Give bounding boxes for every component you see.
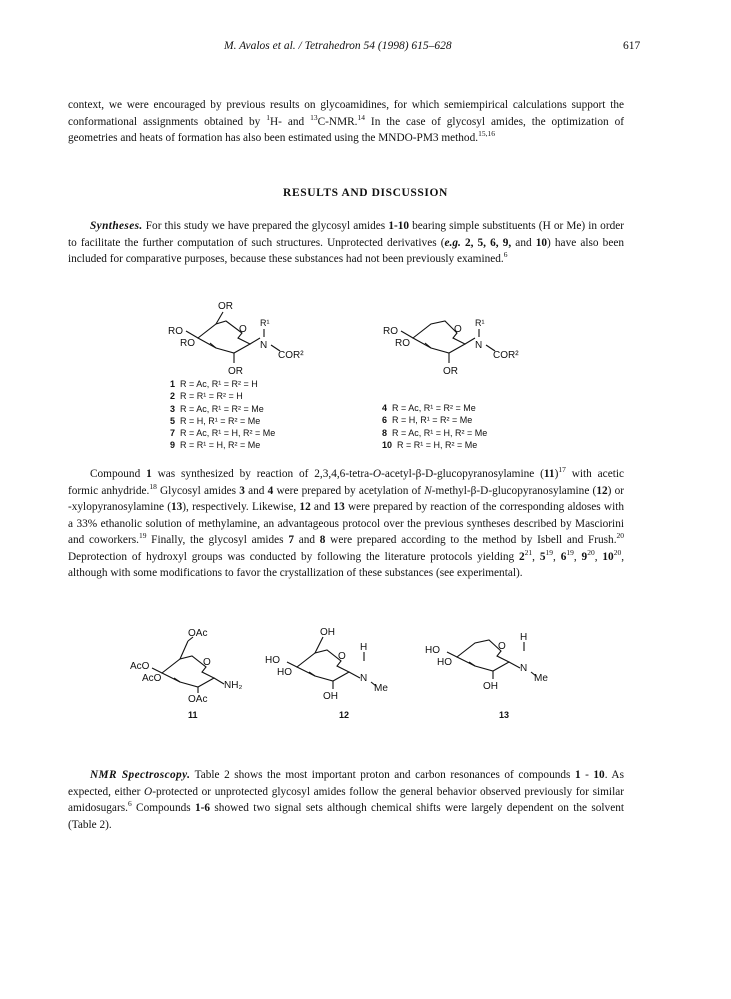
label-aco-lower: AcO: [142, 673, 162, 684]
nmr-runin: NMR Spectroscopy.: [90, 769, 191, 781]
scheme-1-legend-left: [170, 378, 275, 452]
label-aco-upper: AcO: [130, 661, 150, 672]
label-me-13: Me: [534, 673, 548, 684]
label-ro-upper-left: RO: [168, 326, 183, 337]
legend-row: 5 R = H, R¹ = R² = Me: [170, 415, 261, 426]
label-ho-lower-12: HO: [277, 667, 292, 678]
label-oac-top: OAc: [188, 628, 208, 639]
label-n-13: N: [520, 663, 528, 674]
label-ro-upper-right: RO: [383, 326, 398, 337]
legend-row: 1 R = Ac, R¹ = R² = H: [170, 379, 258, 389]
label-or-bottom-left: OR: [228, 366, 243, 375]
label-or-bottom-right: OR: [443, 366, 458, 375]
syntheses-runin: Syntheses.: [90, 220, 143, 232]
label-ro-lower-left: RO: [180, 338, 195, 349]
legend-row: 6 R = H, R¹ = R² = Me: [382, 415, 473, 426]
compound-label-12: 12: [339, 710, 350, 720]
label-cor2-left: COR²: [278, 350, 304, 361]
label-ring-o-12: O: [338, 651, 346, 662]
label-n-left: N: [260, 340, 268, 351]
legend-row: 7 R = Ac, R¹ = H, R² = Me: [170, 428, 276, 439]
label-h-12: H: [360, 642, 368, 653]
legend-row: 3 R = Ac, R¹ = R² = Me: [170, 403, 264, 414]
label-r1-left: R¹: [260, 318, 270, 328]
section-heading: RESULTS AND DISCUSSION: [283, 187, 448, 199]
label-oac-bottom: OAc: [188, 694, 208, 705]
label-n-12: N: [360, 673, 368, 684]
label-or-top: OR: [218, 301, 233, 312]
label-oh-top-12: OH: [320, 627, 335, 638]
label-ring-o-left: O: [239, 324, 247, 335]
label-ring-o-11: O: [203, 657, 211, 668]
label-nh2: NH₂: [224, 680, 243, 691]
label-cor2-right: COR²: [493, 350, 519, 361]
page-number: 617: [623, 40, 641, 52]
syntheses-paragraph: Syntheses. For this study we have prepared the glycosyl amides 1-10 bearing simple substituents (H or Me) in order to facilitate the further computation of such structures. Unprotected derivatives (e.g. 2, 5, 6, 9, and 10) have also been included for comparative purposes, because these substances had not been previously examined.$^6$: [68, 220, 625, 265]
compound-label-13: 13: [499, 710, 510, 720]
label-oh-bottom-13: OH: [483, 681, 498, 692]
label-oh-bottom-12: OH: [323, 691, 338, 702]
label-r1-right: R¹: [475, 318, 485, 328]
legend-row: 8 R = Ac, R¹ = H, R² = Me: [382, 427, 488, 438]
legend-row: 10 R = R¹ = H, R² = Me: [382, 439, 478, 450]
label-h-13: H: [520, 632, 528, 643]
label-me-12: Me: [374, 683, 388, 694]
legend-row: 2 R = R¹ = R² = H: [170, 391, 243, 402]
compound-label-11: 11: [188, 710, 198, 720]
label-ro-lower-right: RO: [395, 338, 410, 349]
intro-paragraph: context, we were encouraged by previous results on glycoamidines, for which semiempirical calculations support the conformational assignments obtained by $^1$H- and $^{13}$C-NMR.$^{14}$ In the case of glycosyl amides, the optimization of geometries and heats of formation has also been estimated using the MNDO-PM3 method.$^{15,16}$: [68, 99, 624, 144]
label-ring-o-13: O: [498, 641, 506, 652]
synthesis-paragraph: Compound 1 was synthesized by reaction of 2,3,4,6-tetra-O-acetyl-β-D-glucopyranosylamine $(11)^{17}$ with acetic formic anhydride.$^{18}$ Glycosyl amides 3 and 4 were prepared by acetylation of N-methyl-β-D-glucopyranosylamine (12) or -xylopyranosylamine (13), respectively. Likewise, 12 and 13 were prepared by reaction of the corresponding aldoses with a 33% ethanolic solution of methylamine, an advantageous protocol over the previous syntheses described by Masciorini and coworkers.$^{19}$ Finally, the glycosyl amides 7 and 8 were prepared according to the method by Isbell and Frush.$^{20}$ Deprotection of hydroxyl groups was conducted by following the literature protocols yielding $2^{21}$, $5^{19}$, $6^{19}$, $9^{20}$, $10^{20}$, although with some modifications to favor the crystallization of these substances (see experimental).: [68, 465, 625, 579]
legend-row: 4 R = Ac, R¹ = R² = Me: [382, 403, 476, 413]
running-title: M. Avalos et al. / Tetrahedron 54 (1998) 615–628: [224, 40, 452, 52]
scheme-1-structures: [150, 295, 570, 375]
nmr-paragraph: NMR Spectroscopy. Table 2 shows the most important proton and carbon resonances of compounds 1 - 10. As expected, either O-protected or unprotected glycosyl amides follow the general behavior observed previously for similar amidosugars.$^6$ Compounds 1-6 showed two signal sets although chemical shifts were largely dependent on the solvent (Table 2).: [68, 769, 624, 831]
label-ho-upper-13: HO: [425, 645, 440, 656]
label-ring-o-right: O: [454, 324, 462, 335]
legend-row: 9 R = R¹ = H, R² = Me: [170, 440, 261, 451]
label-n-right: N: [475, 340, 483, 351]
label-ho-lower-13: HO: [437, 657, 452, 668]
scheme-1-legend-right: [382, 402, 487, 451]
label-ho-upper-12: HO: [265, 655, 280, 666]
scheme-2-structures: [120, 625, 600, 705]
